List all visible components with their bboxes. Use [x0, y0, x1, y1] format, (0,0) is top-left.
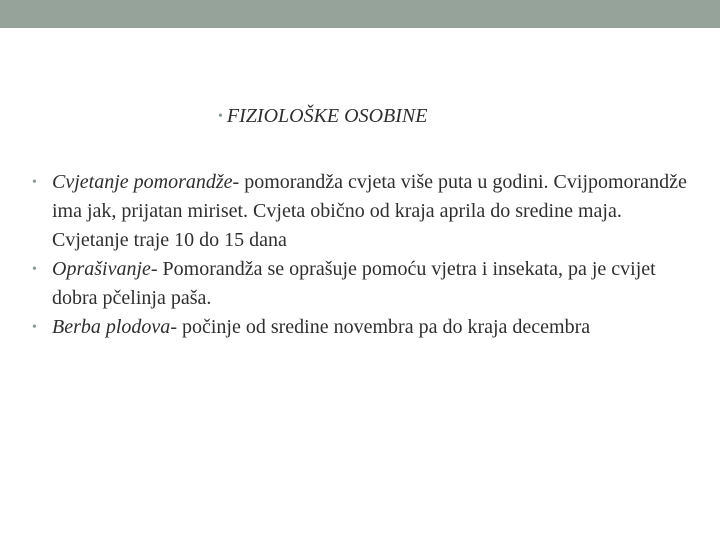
slide-title-text: FIZIOLOŠKE OSOBINE [226, 105, 428, 127]
item-text: - počinje od sredine novembra pa do kraja decembra [170, 316, 591, 338]
bullet-icon: • [32, 262, 37, 277]
list-item-pollination [26, 255, 696, 313]
item-term: Oprašivanje [52, 258, 151, 280]
list-item-flowering [26, 168, 696, 255]
item-term: Cvjetanje pomorandže [52, 171, 233, 193]
slide-header-bar [0, 0, 720, 28]
bullet-list [26, 168, 696, 342]
bullet-icon: • [32, 175, 37, 190]
item-text: - pomorandža cvjeta više puta u godini. Cvijpomorandže ima jak, prijatan miriset. Cvjeta obično od kraja aprila do sredine maja. Cvjetanje traje 10 do 15 dana [52, 171, 687, 251]
item-text: - Pomorandža se oprašuje pomoću vjetra i insekata, pa je cvijet dobra pčelinja paša. [52, 258, 656, 309]
bullet-icon: • [218, 109, 223, 124]
list-item-harvest [26, 313, 696, 342]
slide-title [218, 104, 427, 129]
bullet-icon: • [32, 320, 37, 335]
item-term: Berba plodova [52, 316, 171, 338]
